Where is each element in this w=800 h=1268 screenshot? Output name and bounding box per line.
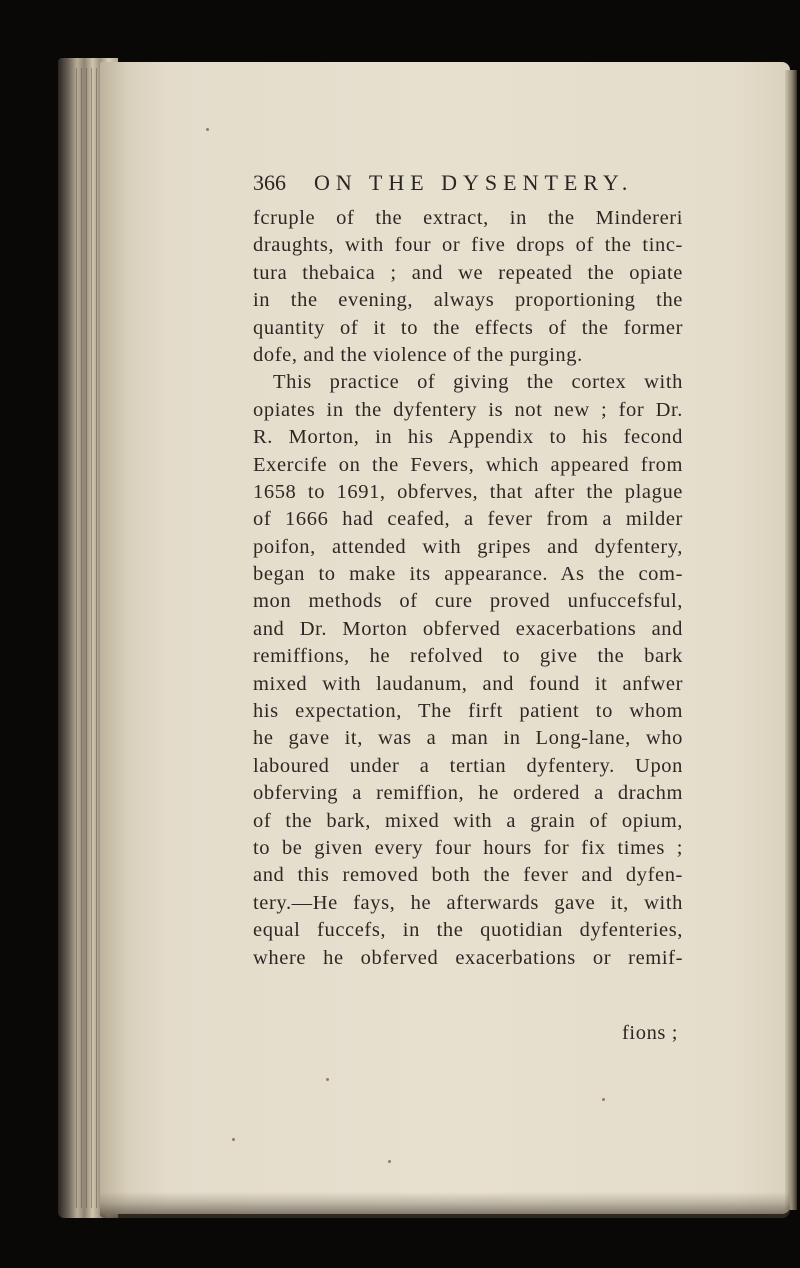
- text-line: where he obferved exacerbations or remif-: [253, 946, 683, 969]
- text-line: quantity of it to the effects of the former: [253, 316, 683, 339]
- text-line: and this removed both the fever and dyfen-: [253, 864, 683, 887]
- text-line: to be given every four hours for fix times ;: [253, 836, 683, 859]
- page-stack-right-edge: [785, 70, 797, 1210]
- text-line: laboured under a tertian dyfentery. Upon: [253, 754, 683, 777]
- page-header: [253, 170, 673, 204]
- text-line: fcruple of the extract, in the Mindereri: [253, 207, 683, 229]
- running-head: ON THE DYSENTERY.: [314, 170, 634, 195]
- text-line: opiates in the dyfentery is not new ; for Dr.: [253, 398, 683, 421]
- text-line: draughts, with four or five drops of the tinc-: [253, 234, 683, 257]
- text-line: tura thebaica ; and we repeated the opiate: [253, 261, 683, 284]
- text-line: dofe, and the violence of the purging.: [253, 343, 583, 366]
- body-text: [253, 205, 683, 972]
- text-line: began to make its appearance. As the com-: [253, 563, 683, 586]
- text-line: poifon, attended with gripes and dyfentery,: [253, 535, 683, 558]
- catchword: fions ;: [622, 1022, 679, 1044]
- text-line: equal fuccefs, in the quotidian dyfenteries,: [253, 919, 683, 942]
- text-line: mixed with laudanum, and found it anfwer: [253, 672, 683, 695]
- text-line: remiffions, he refolved to give the bark: [253, 645, 683, 668]
- page-number: 366: [253, 170, 286, 195]
- page-bottom-shadow: [100, 1192, 790, 1218]
- text-line: 1658 to 1691, obferves, that after the plague: [253, 480, 683, 503]
- text-line: of 1666 had ceafed, a fever from a milder: [253, 508, 683, 531]
- text-line: obferving a remiffion, he ordered a drachm: [253, 782, 683, 805]
- text-line: R. Morton, in his Appendix to his fecond: [253, 426, 683, 449]
- text-line: in the evening, always proportioning the: [253, 289, 683, 312]
- text-line: of the bark, mixed with a grain of opium,: [253, 809, 683, 832]
- text-line: Exercife on the Fevers, which appeared from: [253, 453, 683, 476]
- text-line: and Dr. Morton obferved exacerbations and: [253, 617, 683, 640]
- text-line: his expectation, The firft patient to whom: [253, 700, 683, 723]
- text-line: mon methods of cure proved unfuccefsful,: [253, 590, 683, 613]
- text-line: tery.—He fays, he afterwards gave it, with: [253, 891, 683, 914]
- text-line: This practice of giving the cortex with: [273, 371, 683, 394]
- text-line: he gave it, was a man in Long-lane, who: [253, 727, 683, 750]
